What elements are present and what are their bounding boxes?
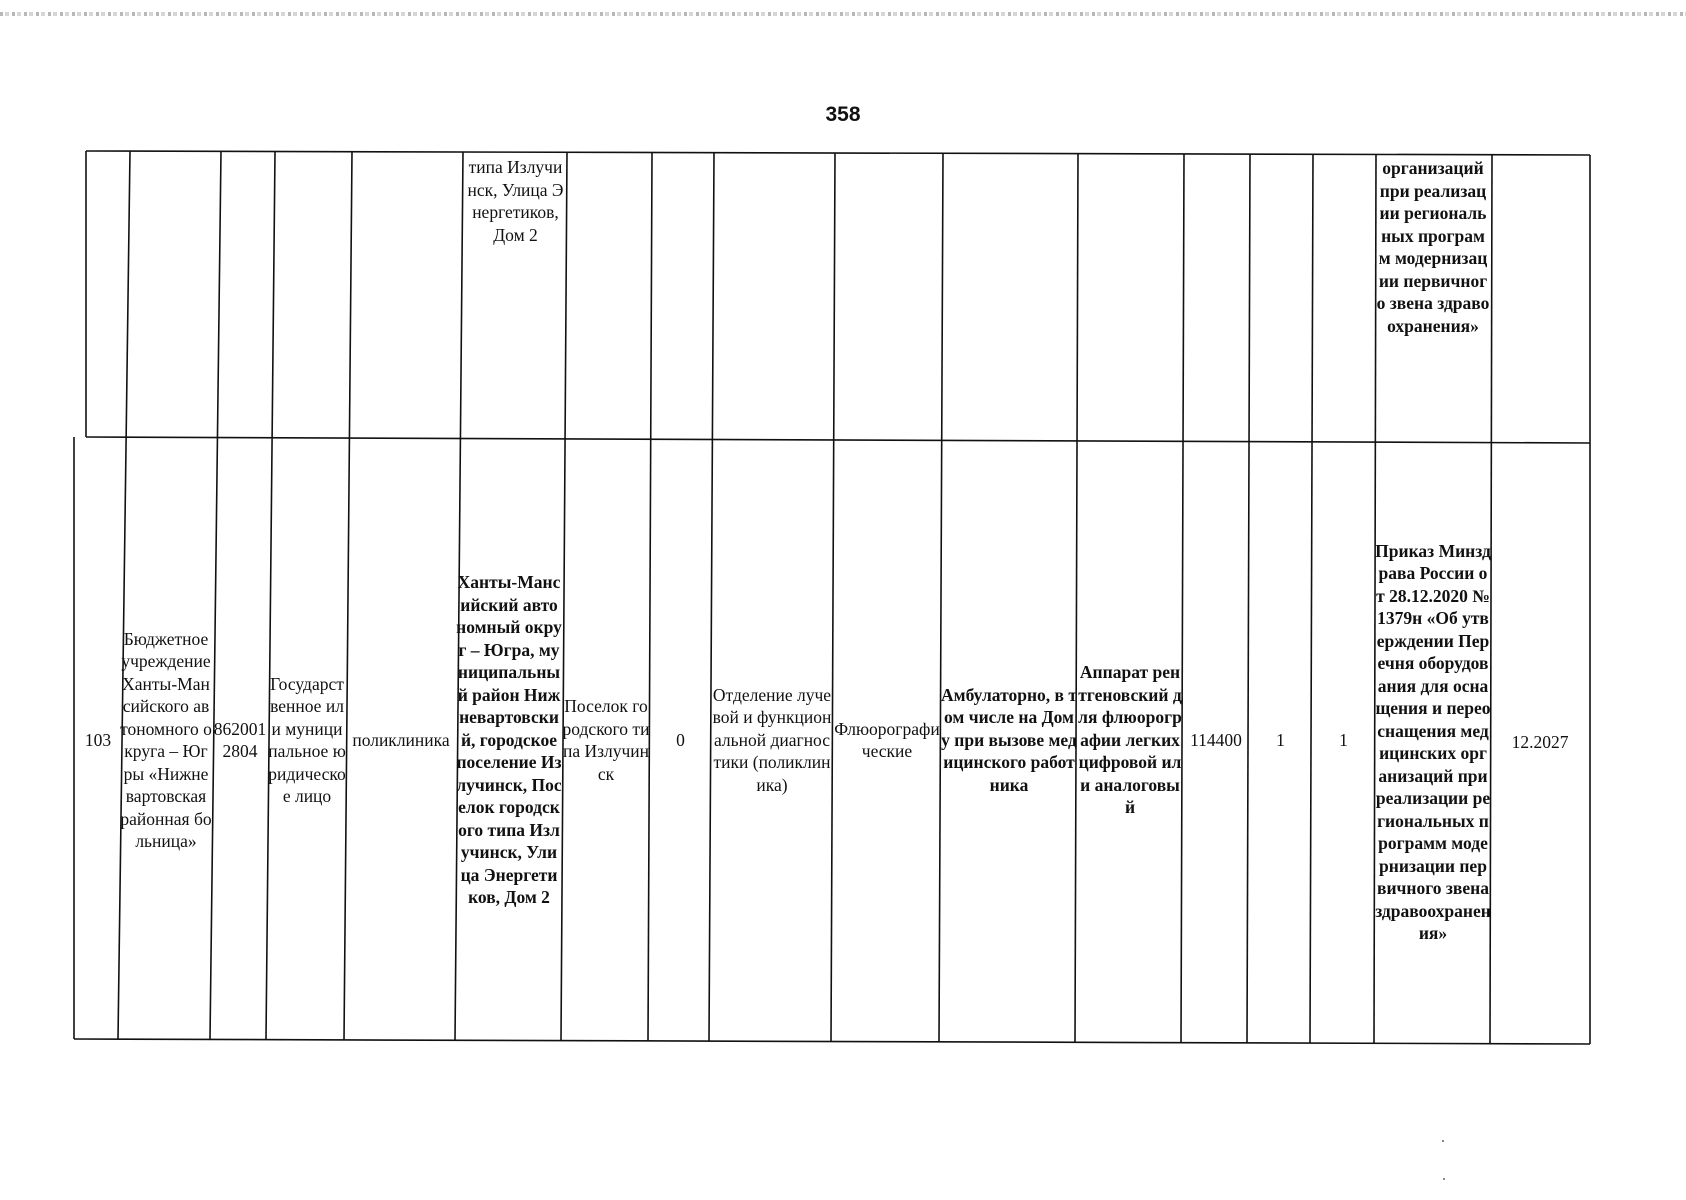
organization-name: Бюджетное учреждение Ханты-Мансийского автономного округа – Югры «Нижневартовская районная больница»: [120, 628, 212, 851]
quantity-2-cell: [1312, 442, 1375, 1038]
address-cell: [456, 442, 562, 1038]
address-text: Ханты-Мансийский автономный округ – Югра, муниципальный район Нижневартовский, городское поселение Излучинск, Поселок городского типа Излучинск, Улица Энергетиков, Дом 2: [456, 572, 562, 908]
row-number: 103: [84, 729, 112, 750]
legal-form: Государственное или муниципальное юридическое лицо: [268, 673, 346, 806]
settlement-cell: [562, 442, 650, 1038]
equipment-name-cell: [1077, 442, 1183, 1038]
continuation-address-text: типа Излучинск, Улица Энергетиков, Дом 2: [467, 157, 564, 245]
conditions-text: Амбулаторно, в том числе на Дому при вызове медицинского работника: [941, 684, 1077, 795]
equipment-code: 114400: [1190, 729, 1242, 750]
settlement-text: Поселок городского типа Излучинск: [562, 696, 650, 784]
code-cell: [212, 442, 268, 1038]
row-number-cell: [76, 442, 120, 1038]
equipment-code-cell: [1183, 442, 1249, 1038]
equipment-group: Флюорографические: [834, 718, 940, 761]
zero-value: 0: [676, 729, 685, 750]
department-text: Отделение лучевой и функциональной диагностики (поликлиника): [712, 684, 832, 795]
subdivision-type-cell: [346, 442, 456, 1038]
conditions-cell: [941, 442, 1077, 1038]
quantity-1-cell: [1249, 442, 1312, 1038]
organization-cell: [120, 442, 212, 1038]
page-number: 358: [825, 103, 861, 126]
document-text: Приказ Минздрава России от 28.12.2020 № 1379н «Об утверждении Перечня оборудования для оснащения и переоснащения медицинских организаций при реализации региональных программ модернизации первичного звена здравоохранения»: [1375, 540, 1491, 943]
equipment-group-cell: [833, 442, 941, 1038]
scan-speck: [1442, 1140, 1444, 1142]
department-cell: [711, 442, 833, 1038]
continuation-address-cell: [465, 156, 566, 276]
continuation-document-cell: [1376, 157, 1490, 413]
completion-date: 12.2027: [1511, 731, 1569, 752]
date-cell: [1491, 444, 1589, 1040]
legal-form-cell: [268, 442, 346, 1038]
zero-value-cell: [650, 442, 711, 1038]
organization-code: 8620012804: [213, 718, 267, 761]
quantity-1: 1: [1276, 729, 1285, 750]
scan-speck: [1443, 1178, 1445, 1180]
quantity-2: 1: [1339, 729, 1348, 750]
continuation-document-text: организаций при реализации региональных программ модернизации первичного звена здравоохранения»: [1376, 158, 1490, 336]
document-cell: [1375, 444, 1491, 1040]
equipment-name: Аппарат рентгеновский для флюорографии легких цифровой или аналоговый: [1078, 662, 1182, 818]
subdivision-type: поликлиника: [352, 729, 450, 750]
